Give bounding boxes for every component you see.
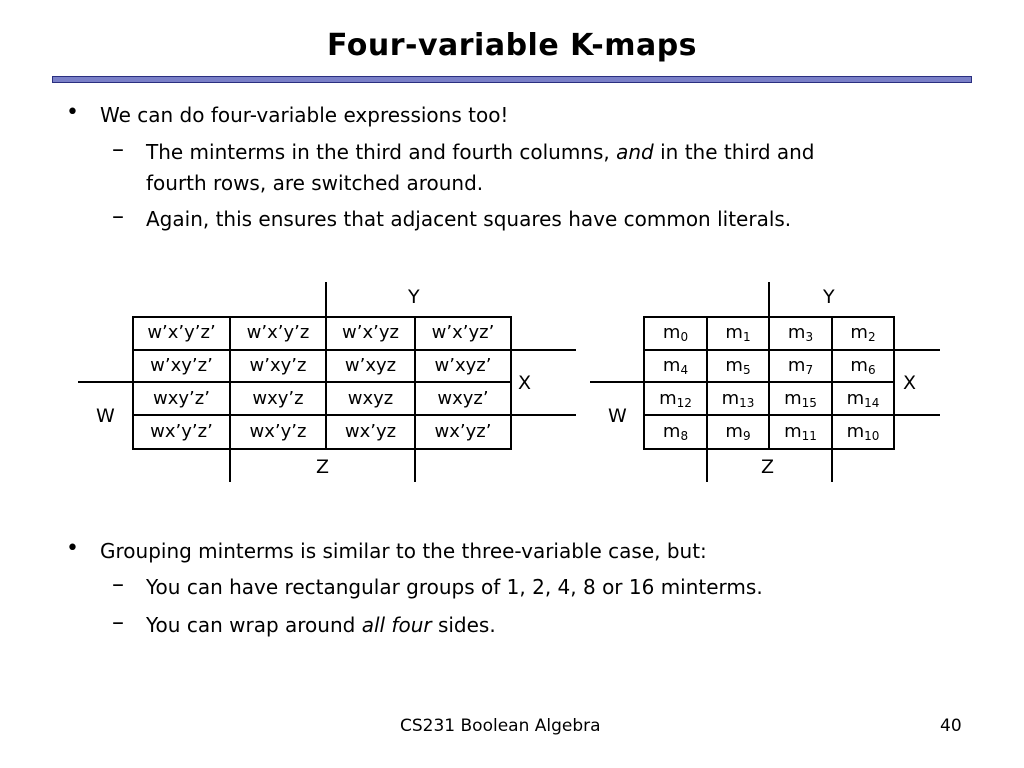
- kmap-cell: wx’y’z: [249, 421, 307, 442]
- kmap-cell: $m_9$: [725, 421, 751, 443]
- kmap-cell: $m_2$: [850, 322, 876, 344]
- bullet-text: You can have rectangular groups of 1, 2, 4, 8 or 16 minterms.: [146, 575, 763, 599]
- kmap-cell: wxy’z’: [153, 388, 210, 409]
- kmap-label-w: W: [96, 405, 115, 427]
- subbullet-switched: [112, 135, 815, 167]
- kmap-divider: [768, 282, 770, 316]
- kmap-label-z: Z: [316, 456, 330, 478]
- kmap-cell: $m_{13}$: [721, 388, 755, 410]
- kmap-cell: $m_{11}$: [784, 421, 817, 443]
- kmap-label-z: Z: [761, 456, 775, 478]
- kmap-label-x: X: [903, 372, 917, 394]
- kmap-cell: w’xy’z: [249, 355, 307, 376]
- bullet-dash: –: [112, 202, 124, 230]
- subbullet-adjacent: [112, 202, 792, 234]
- kmap-cell: $m_{14}$: [846, 388, 880, 410]
- kmap-cell: wx’yz’: [434, 421, 492, 442]
- subbullet-groups: [112, 570, 763, 602]
- kmap-divider: [510, 316, 512, 450]
- kmap-cell: w’xyz’: [434, 355, 492, 376]
- kmap-label-y: Y: [823, 286, 835, 308]
- subbullet-wrap: [112, 608, 496, 640]
- kmap-cell: wxy’z: [252, 388, 304, 409]
- bullet-text: The minterms in the third and fourth columns,: [146, 140, 617, 164]
- bullet-text: You can wrap around: [146, 613, 362, 637]
- bullet-text: fourth rows, are switched around.: [146, 171, 484, 195]
- kmap-cell: w’x’yz: [342, 322, 399, 343]
- kmap-cell: $m_1$: [725, 322, 751, 344]
- bullet-dot: •: [66, 536, 79, 561]
- kmap-label-w: W: [608, 405, 627, 427]
- kmap-label-x: X: [518, 372, 532, 394]
- footer-course: CS231 Boolean Algebra: [400, 716, 601, 736]
- kmap-divider: [893, 316, 895, 450]
- kmap-cell: $m_6$: [850, 355, 876, 377]
- kmap-cell: w’x’y’z’: [147, 322, 216, 343]
- kmap-cell: wx’yz: [344, 421, 397, 442]
- bullet-text: in the third and: [653, 140, 815, 164]
- kmap-cell: $m_4$: [662, 355, 689, 377]
- kmap-cell: w’xyz: [344, 355, 397, 376]
- emphasis-text: and: [616, 140, 654, 164]
- kmap-cell: $m_{15}$: [784, 388, 817, 410]
- bullet-dash: –: [112, 135, 124, 163]
- subbullet-switched-cont: [146, 168, 483, 198]
- bullet-text: Grouping minterms is similar to the three-variable case, but:: [100, 539, 707, 563]
- kmap-cell: $m_0$: [662, 322, 689, 344]
- kmap-cell: $m_7$: [787, 355, 814, 377]
- bullet-dot: •: [66, 100, 79, 125]
- bullet-grouping: [66, 536, 707, 566]
- bullet-text: Again, this ensures that adjacent squares have common literals.: [146, 207, 792, 231]
- bullet-dash: –: [112, 608, 124, 636]
- kmap-cell: $m_3$: [787, 322, 814, 344]
- slide-title: Four-variable K-maps: [326, 28, 698, 63]
- kmap-cell: $m_8$: [662, 421, 689, 443]
- kmap-cell: $m_{10}$: [846, 421, 880, 443]
- footer-page-number: 40: [940, 716, 962, 736]
- bullet-text: We can do four-variable expressions too!: [100, 103, 509, 127]
- title-rule: [52, 76, 972, 83]
- kmap-cell: w’xy’z’: [150, 355, 213, 376]
- bullet-four-variable: [66, 100, 509, 130]
- kmap-cell: wxyz: [347, 388, 394, 409]
- kmap-cell: w’x’y’z: [246, 322, 310, 343]
- kmap-label-y: Y: [408, 286, 420, 308]
- bullet-text: sides.: [431, 613, 496, 637]
- kmap-cell: $m_{12}$: [659, 388, 692, 410]
- kmap-cell: wx’y’z’: [150, 421, 213, 442]
- bullet-dash: –: [112, 570, 124, 598]
- kmap-cell: w’x’yz’: [431, 322, 495, 343]
- kmap-cell: wxyz’: [437, 388, 489, 409]
- kmap-cell: $m_5$: [725, 355, 751, 377]
- emphasis-text: all four: [361, 613, 432, 637]
- kmap-divider: [325, 282, 327, 316]
